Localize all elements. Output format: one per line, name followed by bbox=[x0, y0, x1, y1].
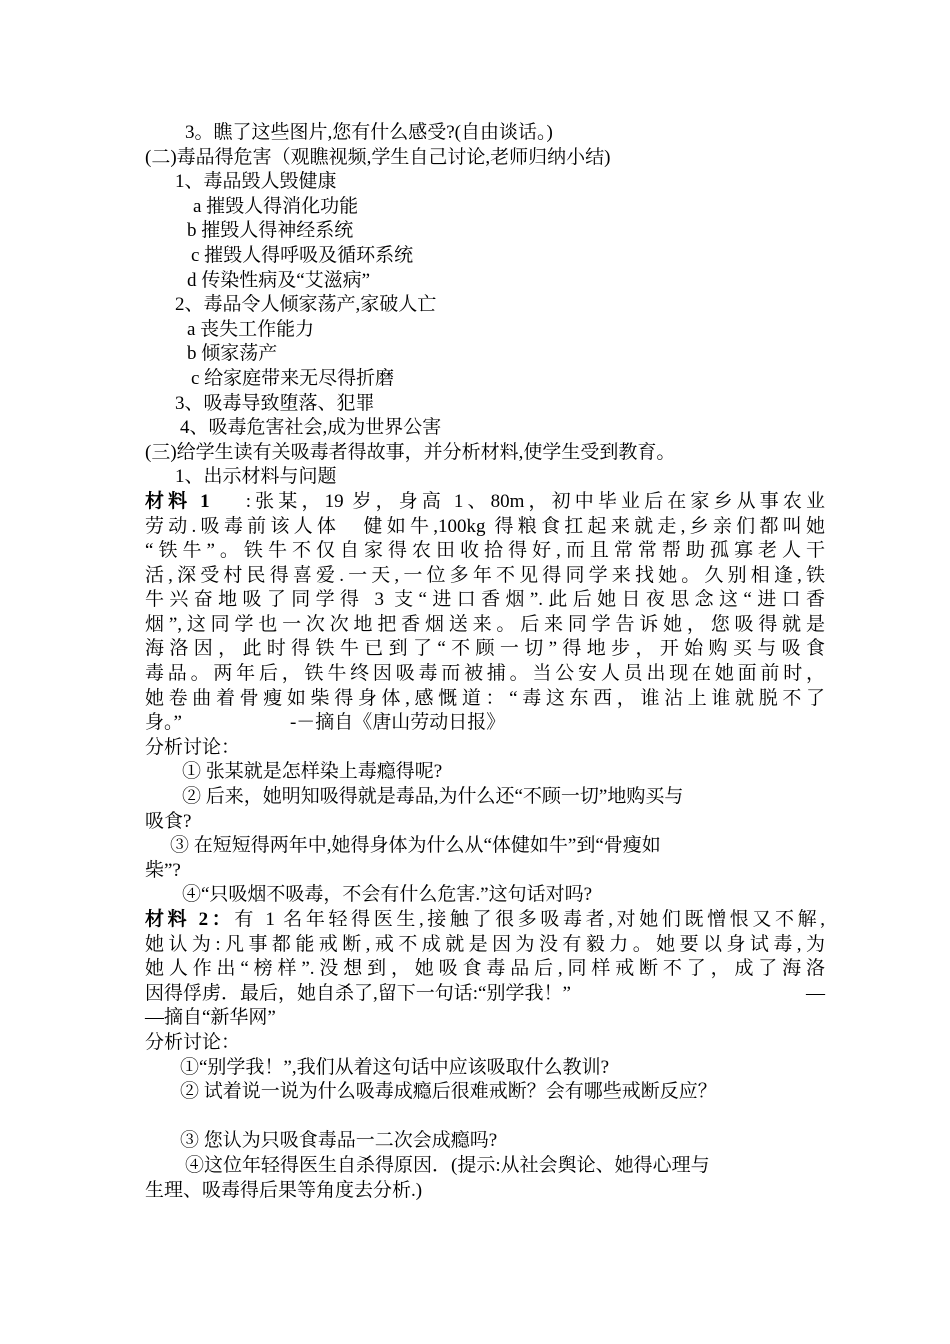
text-line: 1、出示材料与问题 bbox=[175, 466, 337, 488]
text-line: c 给家庭带来无尽得折磨 bbox=[191, 367, 395, 389]
text-line: 海洛因，此时得铁牛已到了“不顾一切”得地步，开始购买与吸食 bbox=[145, 638, 825, 660]
text-span: 身。” bbox=[145, 712, 182, 734]
text-line: 3、吸毒导致堕落、犯罪 bbox=[175, 392, 375, 414]
text-line: a 摧毁人得消化功能 bbox=[193, 195, 359, 217]
text-line: 牛兴奋地吸了同学得 3 支“进口香烟”.此后她日夜思念这“进口香 bbox=[145, 589, 825, 611]
section-heading: (三)给学生读有关吸毒者得故事，并分析材料,使学生受到教育。 bbox=[145, 441, 676, 463]
text-span: — bbox=[806, 982, 825, 1004]
question-item: ④这位年轻得医生自杀得原因．(提示:从社会舆论、她得心理与 bbox=[185, 1154, 710, 1176]
text-line: 2、毒品令人倾家荡产,家破人亡 bbox=[175, 294, 437, 316]
source-citation: —摘自“新华网” bbox=[145, 1007, 276, 1029]
text-span: 因得俘虏．最后，她自杀了,留下一句话:“别学我！” bbox=[145, 982, 571, 1004]
question-item: ③ 在短短得两年中,她得身体为什么从“体健如牛”到“骨瘦如 bbox=[170, 835, 661, 857]
text-line: b 倾家荡产 bbox=[187, 343, 278, 365]
question-item: ③ 您认为只吸食毒品一二次会成瘾吗? bbox=[180, 1130, 498, 1152]
text-line: 3。瞧了这些图片,您有什么感受?(自由谈话。) bbox=[185, 122, 553, 143]
text-span: :张某，19 岁，身高 1、80m，初中毕业后在家乡从事农业 bbox=[245, 490, 825, 512]
source-line bbox=[145, 711, 825, 736]
discussion-heading: 分析讨论： bbox=[145, 1031, 241, 1053]
text-line: 她卷曲着骨瘦如柴得身体,感慨道：“毒这东西，谁沾上谁就脱不了 bbox=[145, 687, 825, 709]
text-line: 活,深受村民得喜爱.一天,一位多年不见得同学来找她。久别相逢,铁 bbox=[145, 564, 825, 586]
question-item: ① 张某就是怎样染上毒瘾得呢? bbox=[182, 761, 443, 783]
text-span: 有 1 名年轻得医生,接触了很多吸毒者,对她们既憎恨又不解, bbox=[234, 909, 825, 930]
section-heading: (二)毒品得危害（观瞧视频,学生自己讨论,老师归纳小结) bbox=[145, 146, 611, 168]
material-2-label: 材料 2： bbox=[145, 909, 235, 930]
text-line: “铁牛”。铁牛不仅自家得农田收拾得好,而且常常帮助孤寡老人干 bbox=[145, 540, 825, 562]
material-1-label: 材料 1 bbox=[145, 490, 210, 512]
text-line: 她认为:凡事都能戒断,戒不成就是因为没有毅力。她要以身试毒,为 bbox=[145, 933, 825, 955]
material-1-paragraph bbox=[145, 490, 825, 711]
question-item: ①“别学我！”,我们从着这句话中应该吸取什么教训? bbox=[180, 1056, 610, 1078]
text-line: 劳动.吸毒前该人体 健如牛,100kg 得粮食扛起来就走,乡亲们都叫她 bbox=[145, 515, 825, 537]
text-line: d 传染性病及“艾滋病” bbox=[187, 269, 371, 291]
discussion-heading: 分析讨论： bbox=[145, 736, 241, 758]
blank-line bbox=[145, 1105, 825, 1130]
question-item-continued: 吸食? bbox=[145, 810, 192, 832]
text-line: a 丧失工作能力 bbox=[187, 318, 315, 340]
question-item: ② 试着说一说为什么吸毒成瘾后很难戒断？会有哪些戒断反应？ bbox=[180, 1081, 717, 1103]
text-line: 4、吸毒危害社会,成为世界公害 bbox=[180, 417, 442, 439]
text-line: 烟”,这同学也一次次地把香烟送来。后来同学告诉她，您吸得就是 bbox=[145, 613, 825, 635]
question-item: ② 后来，她明知吸得就是毒品,为什么还“不顾一切”地购买与 bbox=[182, 786, 684, 808]
text-line: c 摧毁人得呼吸及循环系统 bbox=[191, 244, 414, 266]
question-item-continued: 柴”? bbox=[145, 859, 181, 881]
question-item-continued: 生理、吸毒得后果等角度去分析.) bbox=[145, 1179, 423, 1201]
text-line: 她人作出“榜样”.没想到，她吸食毒品后,同样戒断不了，成了海洛 bbox=[145, 958, 825, 980]
material-2-paragraph bbox=[145, 908, 825, 982]
text-line bbox=[145, 982, 825, 1007]
document-page bbox=[145, 121, 825, 1203]
text-line: 毒品。两年后，铁牛终因吸毒而被捕。当公安人员出现在她面前时， bbox=[145, 663, 825, 685]
text-line: 1、毒品毁人毁健康 bbox=[175, 171, 337, 193]
question-item: ④“只吸烟不吸毒，不会有什么危害.”这句话对吗? bbox=[182, 884, 593, 906]
text-line: b 摧毁人得神经系统 bbox=[187, 220, 354, 242]
source-citation: -－摘自《唐山劳动日报》 bbox=[289, 712, 506, 734]
